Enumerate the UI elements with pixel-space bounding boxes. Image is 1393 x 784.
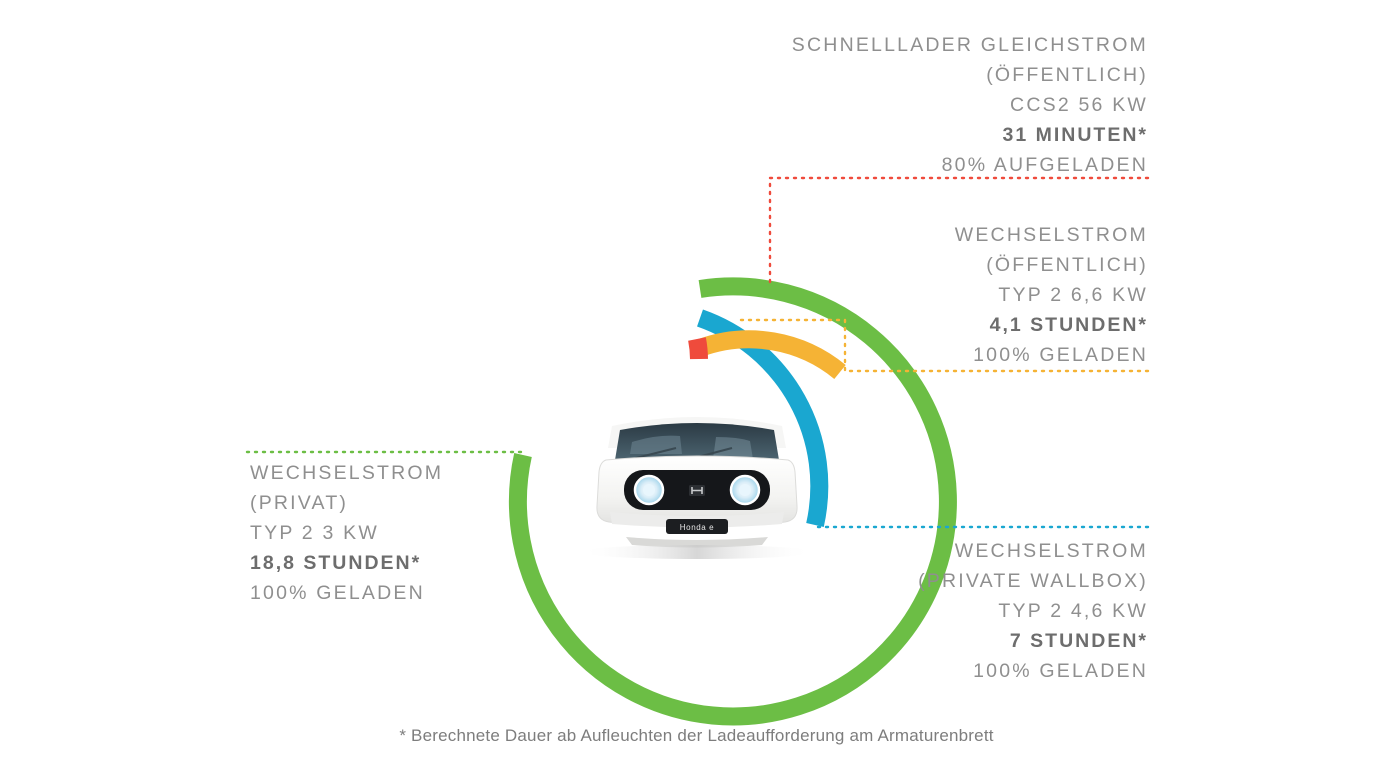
ac-private-line1: WECHSELSTROM — [250, 462, 444, 484]
ac-public-line1: WECHSELSTROM — [954, 224, 1148, 246]
ac-public-duration: 4,1 STUNDEN* — [989, 314, 1148, 336]
ac-wallbox-line2: (PRIVATE WALLBOX) — [918, 570, 1148, 592]
label-ac-private — [250, 458, 443, 608]
ac-private-duration: 18,8 STUNDEN* — [250, 552, 422, 574]
ac-private-line5: 100% GELADEN — [250, 582, 425, 604]
honda-e-front-svg — [566, 382, 828, 562]
dc-public-line1: SCHNELLLADER GLEICHSTROM — [791, 34, 1148, 56]
ac-public-line3: TYP 2 6,6 KW — [998, 284, 1148, 306]
label-dc-public — [792, 30, 1148, 180]
ac-public-line5: 100% GELADEN — [973, 344, 1148, 366]
label-ac-public — [955, 220, 1148, 370]
dc-public-line5: 80% AUFGELADEN — [941, 154, 1148, 176]
dc-public-line2: (ÖFFENTLICH) — [986, 64, 1148, 86]
footnote: * Berechnete Dauer ab Aufleuchten der Ladeaufforderung am Armaturenbrett — [399, 726, 994, 745]
dc-public-line3: CCS2 56 KW — [1010, 94, 1148, 116]
ac-public-line2: (ÖFFENTLICH) — [986, 254, 1148, 276]
plate-text: Honda e — [679, 523, 715, 532]
arc-red-dc-fast — [697, 339, 699, 359]
ac-wallbox-line1: WECHSELSTROM — [954, 540, 1148, 562]
ac-wallbox-line3: TYP 2 4,6 KW — [998, 600, 1148, 622]
ac-wallbox-duration: 7 STUNDEN* — [1009, 630, 1148, 652]
dc-public-duration: 31 MINUTEN* — [1002, 124, 1148, 146]
honda-emblem — [689, 485, 705, 496]
ac-private-line2: (PRIVAT) — [250, 492, 349, 514]
ac-wallbox-line5: 100% GELADEN — [973, 660, 1148, 682]
ac-private-line3: TYP 2 3 KW — [250, 522, 379, 544]
car-illustration — [566, 382, 828, 562]
label-ac-wallbox — [918, 536, 1148, 686]
